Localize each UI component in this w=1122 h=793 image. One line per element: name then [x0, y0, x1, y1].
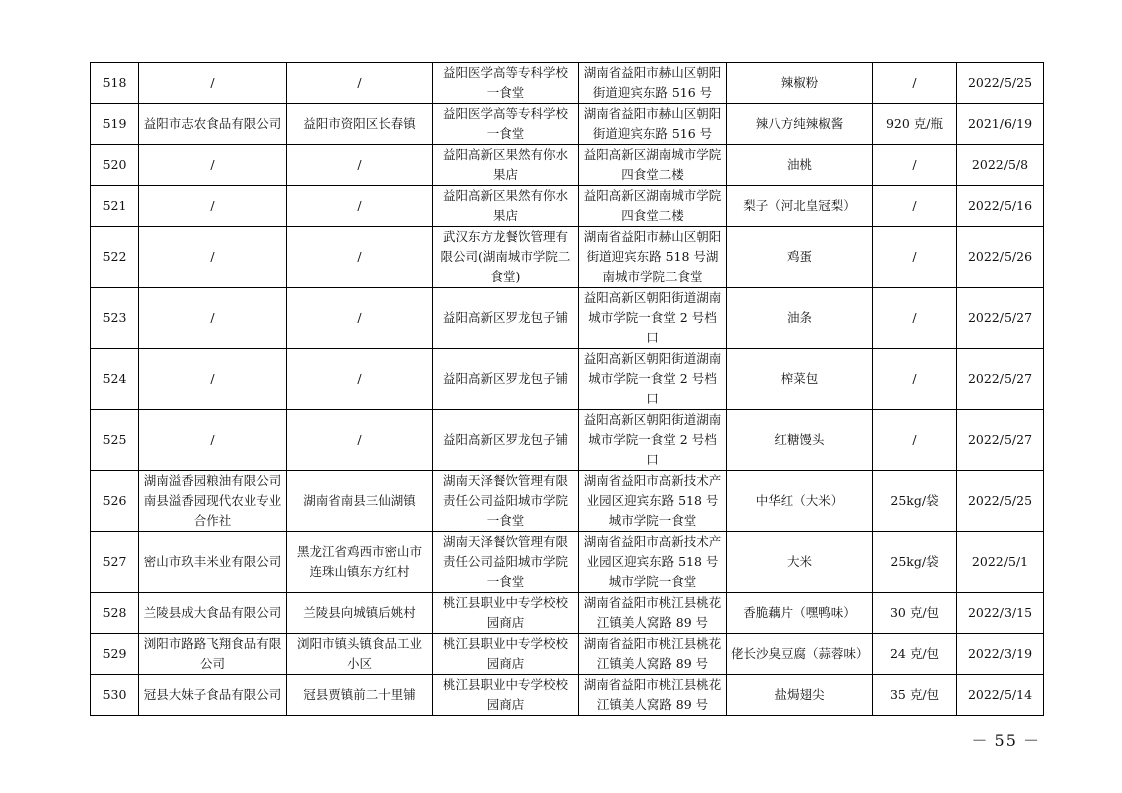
- specification-cell: 25kg/袋: [873, 471, 957, 532]
- producer-address-cell: /: [287, 288, 433, 349]
- specification-cell: /: [873, 145, 957, 186]
- seller-name-cell: 益阳高新区罗龙包子铺: [433, 410, 579, 471]
- specification-cell: /: [873, 349, 957, 410]
- table-row: [91, 634, 1044, 675]
- production-date-cell: 2022/3/19: [957, 634, 1044, 675]
- product-name-cell: 佬长沙臭豆腐（蒜蓉味）: [727, 634, 873, 675]
- product-name-cell: 油桃: [727, 145, 873, 186]
- seller-name-cell: 益阳医学高等专科学校一食堂: [433, 63, 579, 104]
- seller-address-cell: 湖南省益阳市桃江县桃花江镇美人窝路 89 号: [579, 634, 727, 675]
- product-name-cell: 辣椒粉: [727, 63, 873, 104]
- producer-name-cell: /: [139, 410, 287, 471]
- seller-address-cell: 湖南省益阳市赫山区朝阳街道迎宾东路 518 号湖南城市学院二食堂: [579, 227, 727, 288]
- seller-address-cell: 湖南省益阳市赫山区朝阳街道迎宾东路 516 号: [579, 63, 727, 104]
- specification-cell: /: [873, 63, 957, 104]
- seller-name-cell: 益阳高新区罗龙包子铺: [433, 349, 579, 410]
- specification-cell: 25kg/袋: [873, 532, 957, 593]
- specification-cell: 24 克/包: [873, 634, 957, 675]
- row-number-cell: 524: [91, 349, 139, 410]
- producer-name-cell: 兰陵县成大食品有限公司: [139, 593, 287, 634]
- row-number-cell: 525: [91, 410, 139, 471]
- producer-address-cell: 黑龙江省鸡西市密山市连珠山镇东方红村: [287, 532, 433, 593]
- producer-address-cell: 浏阳市镇头镇食品工业小区: [287, 634, 433, 675]
- product-name-cell: 盐焗翅尖: [727, 675, 873, 716]
- production-date-cell: 2022/5/25: [957, 471, 1044, 532]
- producer-address-cell: /: [287, 410, 433, 471]
- table-row: [91, 104, 1044, 145]
- seller-address-cell: 湖南省益阳市高新技术产业园区迎宾东路 518 号城市学院一食堂: [579, 471, 727, 532]
- product-name-cell: 中华红（大米）: [727, 471, 873, 532]
- production-date-cell: 2022/5/8: [957, 145, 1044, 186]
- row-number-cell: 521: [91, 186, 139, 227]
- production-date-cell: 2022/5/27: [957, 349, 1044, 410]
- table-row: [91, 288, 1044, 349]
- seller-name-cell: 武汉东方龙餐饮管理有限公司(湖南城市学院二食堂): [433, 227, 579, 288]
- row-number-cell: 529: [91, 634, 139, 675]
- product-name-cell: 香脆藕片（嘿鸭味）: [727, 593, 873, 634]
- product-name-cell: 鸡蛋: [727, 227, 873, 288]
- producer-address-cell: /: [287, 349, 433, 410]
- row-number-cell: 519: [91, 104, 139, 145]
- table-row: [91, 410, 1044, 471]
- inspection-results-table: [90, 62, 1044, 716]
- seller-address-cell: 湖南省益阳市高新技术产业园区迎宾东路 518 号城市学院一食堂: [579, 532, 727, 593]
- seller-address-cell: 益阳高新区朝阳街道湖南城市学院一食堂 2 号档口: [579, 288, 727, 349]
- seller-address-cell: 益阳高新区湖南城市学院四食堂二楼: [579, 186, 727, 227]
- product-name-cell: 辣八方纯辣椒酱: [727, 104, 873, 145]
- table-row: [91, 593, 1044, 634]
- seller-name-cell: 益阳高新区罗龙包子铺: [433, 288, 579, 349]
- table-row: [91, 186, 1044, 227]
- product-name-cell: 大米: [727, 532, 873, 593]
- row-number-cell: 530: [91, 675, 139, 716]
- producer-name-cell: /: [139, 186, 287, 227]
- row-number-cell: 526: [91, 471, 139, 532]
- producer-address-cell: 兰陵县向城镇后姚村: [287, 593, 433, 634]
- producer-name-cell: 密山市玖丰米业有限公司: [139, 532, 287, 593]
- specification-cell: /: [873, 186, 957, 227]
- seller-name-cell: 湖南天泽餐饮管理有限责任公司益阳城市学院一食堂: [433, 471, 579, 532]
- specification-cell: 30 克/包: [873, 593, 957, 634]
- production-date-cell: 2022/5/14: [957, 675, 1044, 716]
- row-number-cell: 528: [91, 593, 139, 634]
- production-date-cell: 2022/5/1: [957, 532, 1044, 593]
- specification-cell: /: [873, 288, 957, 349]
- row-number-cell: 520: [91, 145, 139, 186]
- production-date-cell: 2022/5/16: [957, 186, 1044, 227]
- seller-name-cell: 益阳高新区果然有你水果店: [433, 186, 579, 227]
- producer-name-cell: 浏阳市路路飞翔食品有限公司: [139, 634, 287, 675]
- table-row: [91, 532, 1044, 593]
- row-number-cell: 522: [91, 227, 139, 288]
- producer-address-cell: 湖南省南县三仙湖镇: [287, 471, 433, 532]
- page-number: － 55 －: [971, 731, 1040, 750]
- production-date-cell: 2021/6/19: [957, 104, 1044, 145]
- row-number-cell: 527: [91, 532, 139, 593]
- producer-name-cell: 湖南溢香园粮油有限公司南县溢香园现代农业专业合作社: [139, 471, 287, 532]
- table-row: [91, 471, 1044, 532]
- product-name-cell: 梨子（河北皇冠梨）: [727, 186, 873, 227]
- producer-address-cell: 益阳市资阳区长春镇: [287, 104, 433, 145]
- seller-address-cell: 湖南省益阳市桃江县桃花江镇美人窝路 89 号: [579, 593, 727, 634]
- production-date-cell: 2022/5/27: [957, 410, 1044, 471]
- production-date-cell: 2022/3/15: [957, 593, 1044, 634]
- table-row: [91, 349, 1044, 410]
- specification-cell: 920 克/瓶: [873, 104, 957, 145]
- production-date-cell: 2022/5/25: [957, 63, 1044, 104]
- seller-address-cell: 益阳高新区朝阳街道湖南城市学院一食堂 2 号档口: [579, 410, 727, 471]
- seller-address-cell: 益阳高新区朝阳街道湖南城市学院一食堂 2 号档口: [579, 349, 727, 410]
- seller-address-cell: 益阳高新区湖南城市学院四食堂二楼: [579, 145, 727, 186]
- production-date-cell: 2022/5/27: [957, 288, 1044, 349]
- product-name-cell: 榨菜包: [727, 349, 873, 410]
- seller-name-cell: 桃江县职业中专学校校园商店: [433, 634, 579, 675]
- producer-address-cell: /: [287, 145, 433, 186]
- producer-name-cell: /: [139, 288, 287, 349]
- table-body: [91, 63, 1044, 716]
- row-number-cell: 523: [91, 288, 139, 349]
- seller-address-cell: 湖南省益阳市桃江县桃花江镇美人窝路 89 号: [579, 675, 727, 716]
- product-name-cell: 红糖馒头: [727, 410, 873, 471]
- producer-address-cell: /: [287, 186, 433, 227]
- seller-address-cell: 湖南省益阳市赫山区朝阳街道迎宾东路 516 号: [579, 104, 727, 145]
- producer-name-cell: /: [139, 349, 287, 410]
- table-row: [91, 227, 1044, 288]
- seller-name-cell: 桃江县职业中专学校校园商店: [433, 675, 579, 716]
- seller-name-cell: 益阳高新区果然有你水果店: [433, 145, 579, 186]
- production-date-cell: 2022/5/26: [957, 227, 1044, 288]
- product-name-cell: 油条: [727, 288, 873, 349]
- table-row: [91, 145, 1044, 186]
- producer-address-cell: /: [287, 227, 433, 288]
- producer-name-cell: /: [139, 63, 287, 104]
- seller-name-cell: 湖南天泽餐饮管理有限责任公司益阳城市学院一食堂: [433, 532, 579, 593]
- specification-cell: 35 克/包: [873, 675, 957, 716]
- specification-cell: /: [873, 227, 957, 288]
- table-row: [91, 63, 1044, 104]
- producer-name-cell: 益阳市志农食品有限公司: [139, 104, 287, 145]
- producer-address-cell: /: [287, 63, 433, 104]
- row-number-cell: 518: [91, 63, 139, 104]
- seller-name-cell: 桃江县职业中专学校校园商店: [433, 593, 579, 634]
- producer-name-cell: /: [139, 227, 287, 288]
- producer-name-cell: /: [139, 145, 287, 186]
- producer-name-cell: 冠县大妹子食品有限公司: [139, 675, 287, 716]
- seller-name-cell: 益阳医学高等专科学校一食堂: [433, 104, 579, 145]
- table-row: [91, 675, 1044, 716]
- producer-address-cell: 冠县贾镇前二十里铺: [287, 675, 433, 716]
- specification-cell: /: [873, 410, 957, 471]
